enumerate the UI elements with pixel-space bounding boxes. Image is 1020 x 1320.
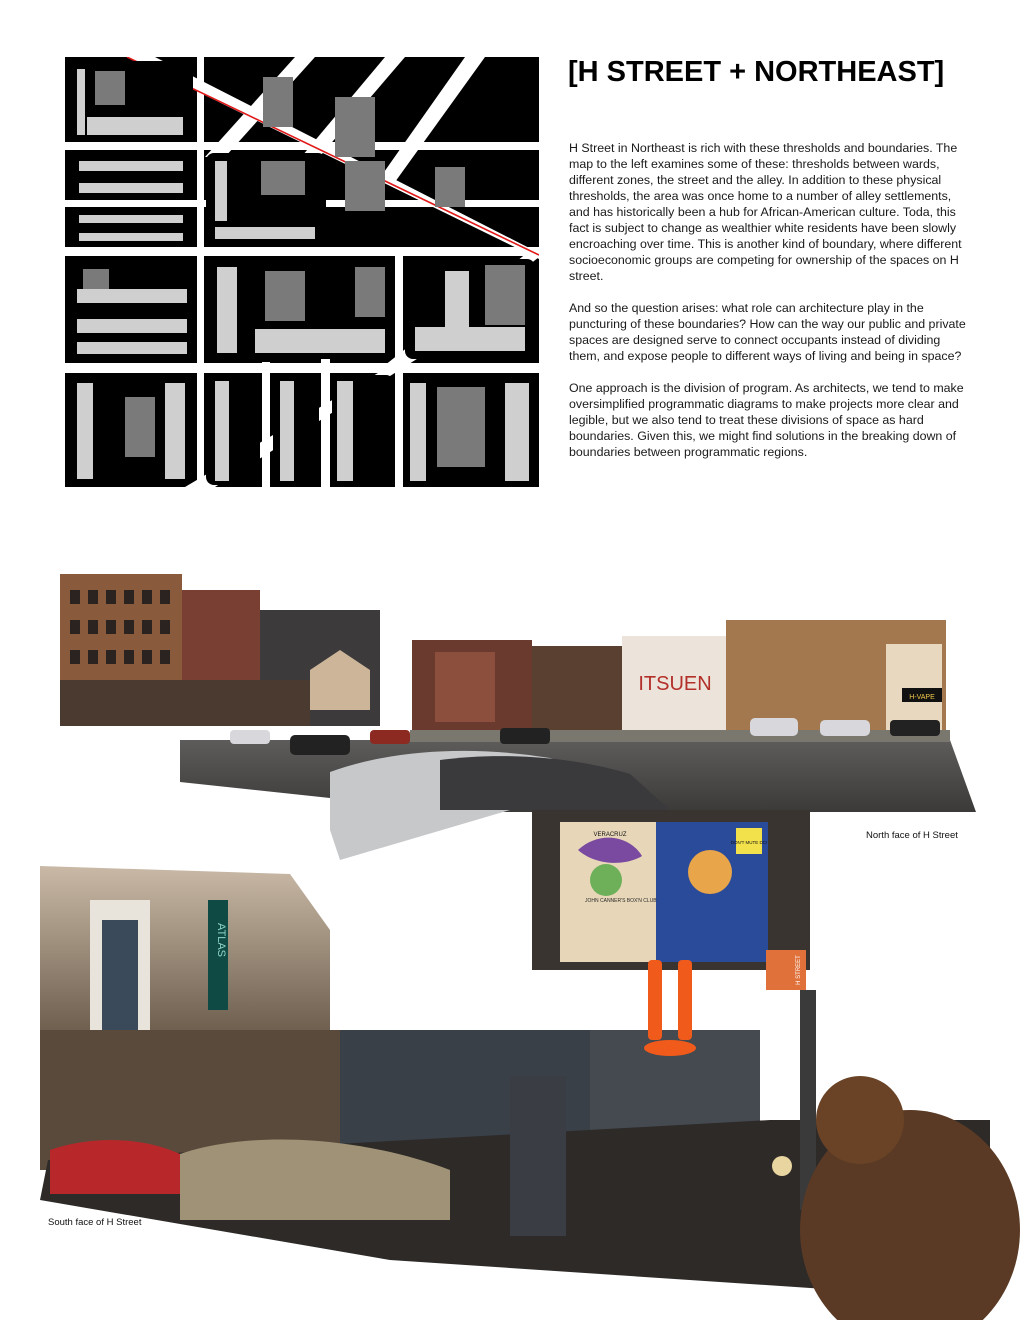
parking-meter xyxy=(510,1076,566,1236)
mural-top-text: VERACRUZ xyxy=(593,832,627,838)
street-photo-collage xyxy=(30,560,1000,1300)
south-face-photo xyxy=(40,866,1020,1320)
north-face-caption: North face of H Street xyxy=(866,830,958,841)
north-face-photo xyxy=(60,574,976,860)
body-text xyxy=(569,140,969,476)
mural-bubble-text: DON'T MUTE DC! xyxy=(730,840,768,845)
mural-photo xyxy=(532,810,810,970)
bus-stop-sign: H STREET xyxy=(796,955,802,985)
vape-sign: H-VAPE xyxy=(909,694,935,701)
figure-ground-map xyxy=(65,57,539,487)
paragraph: And so the question arises: what role can architecture play in the puncturing of these boundaries? How can the way our public and private spaces are designed serve to connect occupants instead of dividing them, and expose people to different ways of living and being in space? xyxy=(569,301,966,363)
paragraph: H Street in Northeast is rich with these thresholds and boundaries. The map to the left examines some of these: thresholds between wards, different zones, the street and the alley. In addition to these physical thresholds, the area was once home to a number of alley settlements, and has historically been a hub for African-American culture. Toda, this fact is subject to change as wealthier white residents have been slowly encroaching over time. This is another kind of boundary, where different socioeconomic groups are competing for ownership of the spaces on H street. xyxy=(569,141,962,283)
paragraph: One approach is the division of program. As architects, we tend to make oversimplified programmatic diagrams to make projects more clear and legible, but we also tend to treat these divisions of space as hard boundaries. Given this, we might find solutions in the breaking down of boundaries between programmatic regions. xyxy=(569,381,964,459)
south-face-caption: South face of H Street xyxy=(48,1217,142,1228)
theater-sign: ATLAS xyxy=(215,922,227,958)
storefront-sign: ITSUEN xyxy=(638,673,712,695)
mural-left-text: JOHN CANNER'S BOX'N CLUB xyxy=(585,898,657,904)
page-title: [H STREET + NORTHEAST] xyxy=(568,56,945,88)
